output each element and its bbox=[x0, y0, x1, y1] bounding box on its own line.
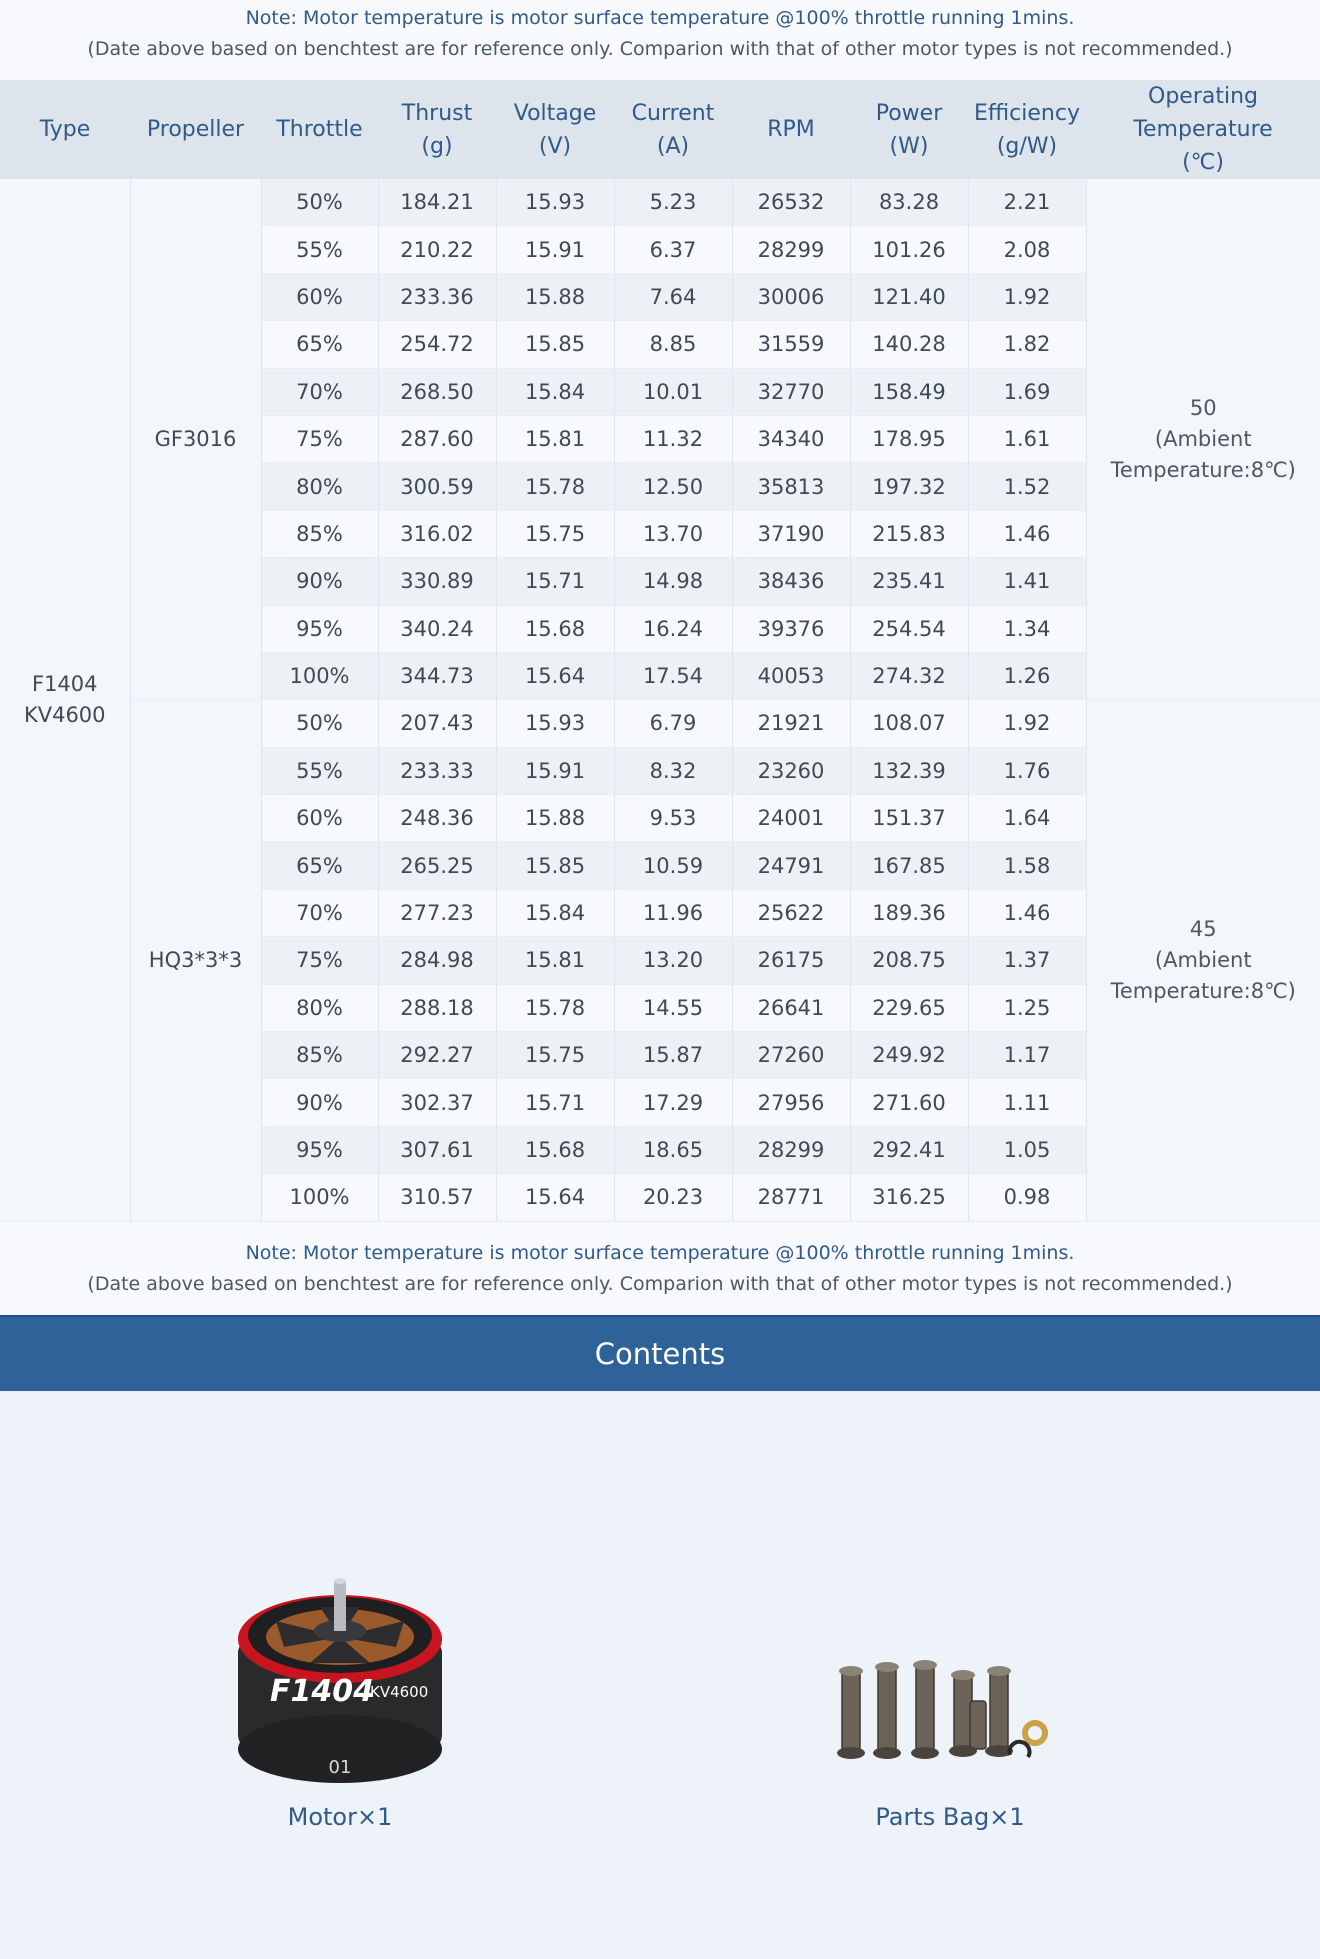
data-cell: 340.24 bbox=[378, 605, 496, 652]
data-cell: 307.61 bbox=[378, 1126, 496, 1173]
motor-label: Motor×1 bbox=[200, 1803, 480, 1831]
data-cell: 15.64 bbox=[496, 1174, 614, 1221]
data-cell: 0.98 bbox=[968, 1174, 1086, 1221]
data-cell: 268.50 bbox=[378, 368, 496, 415]
data-cell: 5.23 bbox=[614, 179, 732, 226]
data-cell: 60% bbox=[261, 273, 378, 320]
header-row bbox=[0, 80, 1320, 179]
data-cell: 23260 bbox=[732, 747, 850, 794]
data-cell: 55% bbox=[261, 226, 378, 273]
data-cell: 11.96 bbox=[614, 889, 732, 936]
data-cell: 50% bbox=[261, 700, 378, 747]
data-cell: 277.23 bbox=[378, 889, 496, 936]
data-cell: 215.83 bbox=[850, 510, 968, 557]
operating-temp-temp-note1: (Ambient bbox=[1087, 424, 1320, 455]
data-cell: 26532 bbox=[732, 179, 850, 226]
data-cell: 50% bbox=[261, 179, 378, 226]
data-cell: 15.71 bbox=[496, 558, 614, 605]
data-cell: 140.28 bbox=[850, 321, 968, 368]
data-cell: 15.91 bbox=[496, 226, 614, 273]
data-cell: 15.85 bbox=[496, 321, 614, 368]
data-cell: 316.02 bbox=[378, 510, 496, 557]
data-cell: 265.25 bbox=[378, 842, 496, 889]
data-cell: 31559 bbox=[732, 321, 850, 368]
data-cell: 15.68 bbox=[496, 1126, 614, 1173]
data-cell: 1.41 bbox=[968, 558, 1086, 605]
data-cell: 32770 bbox=[732, 368, 850, 415]
data-cell: 7.64 bbox=[614, 273, 732, 320]
data-cell: 26641 bbox=[732, 984, 850, 1031]
data-cell: 40053 bbox=[732, 652, 850, 699]
header-cell: Power (W) bbox=[850, 80, 968, 179]
data-cell: 80% bbox=[261, 984, 378, 1031]
table-row bbox=[0, 179, 1320, 226]
data-cell: 38436 bbox=[732, 558, 850, 605]
data-cell: 15.81 bbox=[496, 937, 614, 984]
data-cell: 1.34 bbox=[968, 605, 1086, 652]
data-cell: 208.75 bbox=[850, 937, 968, 984]
data-cell: 28771 bbox=[732, 1174, 850, 1221]
data-cell: 330.89 bbox=[378, 558, 496, 605]
data-cell: 1.17 bbox=[968, 1032, 1086, 1079]
data-cell: 292.41 bbox=[850, 1126, 968, 1173]
data-cell: 83.28 bbox=[850, 179, 968, 226]
data-cell: 254.54 bbox=[850, 605, 968, 652]
contents-area bbox=[0, 1391, 1320, 1959]
data-cell: 24001 bbox=[732, 795, 850, 842]
data-cell: 15.88 bbox=[496, 795, 614, 842]
data-cell: 15.84 bbox=[496, 368, 614, 415]
data-cell: 1.11 bbox=[968, 1079, 1086, 1126]
data-cell: 15.87 bbox=[614, 1032, 732, 1079]
note-line1: Note: Motor temperature is motor surface temperature @100% throttle running 1mins. bbox=[0, 3, 1320, 34]
data-cell: 1.37 bbox=[968, 937, 1086, 984]
data-cell: 27260 bbox=[732, 1032, 850, 1079]
data-cell: 95% bbox=[261, 605, 378, 652]
data-cell: 30006 bbox=[732, 273, 850, 320]
data-cell: 13.70 bbox=[614, 510, 732, 557]
data-cell: 80% bbox=[261, 463, 378, 510]
data-cell: 184.21 bbox=[378, 179, 496, 226]
data-cell: 65% bbox=[261, 321, 378, 368]
data-cell: 28299 bbox=[732, 226, 850, 273]
data-cell: 65% bbox=[261, 842, 378, 889]
data-cell: 75% bbox=[261, 937, 378, 984]
data-cell: 1.92 bbox=[968, 273, 1086, 320]
data-cell: 15.85 bbox=[496, 842, 614, 889]
data-cell: 178.95 bbox=[850, 415, 968, 462]
data-cell: 1.82 bbox=[968, 321, 1086, 368]
data-cell: 300.59 bbox=[378, 463, 496, 510]
header-cell: Voltage (V) bbox=[496, 80, 614, 179]
data-cell: 1.92 bbox=[968, 700, 1086, 747]
operating-temp-temp-note2: Temperature:8℃) bbox=[1087, 455, 1320, 486]
data-cell: 15.78 bbox=[496, 463, 614, 510]
type-line1: F1404 bbox=[0, 669, 130, 700]
data-cell: 15.88 bbox=[496, 273, 614, 320]
operating-temp-temp-value: 45 bbox=[1087, 914, 1320, 945]
data-cell: 207.43 bbox=[378, 700, 496, 747]
data-cell: 2.08 bbox=[968, 226, 1086, 273]
data-cell: 288.18 bbox=[378, 984, 496, 1031]
note-bottom bbox=[0, 1222, 1320, 1315]
data-cell: 85% bbox=[261, 510, 378, 557]
data-cell: 8.85 bbox=[614, 321, 732, 368]
data-cell: 121.40 bbox=[850, 273, 968, 320]
header-cell: Throttle bbox=[261, 80, 378, 179]
header-cell: Type bbox=[0, 80, 130, 179]
data-cell: 316.25 bbox=[850, 1174, 968, 1221]
contents-title: Contents bbox=[0, 1315, 1320, 1391]
propeller-cell: GF3016 bbox=[130, 179, 261, 700]
data-cell: 75% bbox=[261, 415, 378, 462]
data-cell: 9.53 bbox=[614, 795, 732, 842]
benchtest-table bbox=[0, 80, 1320, 1222]
data-cell: 100% bbox=[261, 1174, 378, 1221]
data-cell: 197.32 bbox=[850, 463, 968, 510]
data-cell: 1.64 bbox=[968, 795, 1086, 842]
data-cell: 8.32 bbox=[614, 747, 732, 794]
propeller-cell: HQ3*3*3 bbox=[130, 700, 261, 1221]
parts-bag-image bbox=[820, 1651, 1080, 1791]
data-cell: 132.39 bbox=[850, 747, 968, 794]
data-cell: 1.05 bbox=[968, 1126, 1086, 1173]
data-cell: 344.73 bbox=[378, 652, 496, 699]
data-cell: 254.72 bbox=[378, 321, 496, 368]
table-row bbox=[0, 700, 1320, 747]
data-cell: 15.75 bbox=[496, 1032, 614, 1079]
data-cell: 14.55 bbox=[614, 984, 732, 1031]
data-cell: 271.60 bbox=[850, 1079, 968, 1126]
operating-temp-cell bbox=[1086, 179, 1320, 700]
note-top bbox=[0, 0, 1320, 80]
operating-temp-cell bbox=[1086, 700, 1320, 1221]
data-cell: 15.93 bbox=[496, 179, 614, 226]
data-cell: 15.68 bbox=[496, 605, 614, 652]
type-line2: KV4600 bbox=[0, 700, 130, 731]
header-cell: Operating Temperature (℃) bbox=[1086, 80, 1320, 179]
header-cell: Propeller bbox=[130, 80, 261, 179]
data-cell: 2.21 bbox=[968, 179, 1086, 226]
data-cell: 151.37 bbox=[850, 795, 968, 842]
data-cell: 233.33 bbox=[378, 747, 496, 794]
data-cell: 15.78 bbox=[496, 984, 614, 1031]
data-cell: 25622 bbox=[732, 889, 850, 936]
operating-temp-temp-value: 50 bbox=[1087, 393, 1320, 424]
data-cell: 210.22 bbox=[378, 226, 496, 273]
data-cell: 15.84 bbox=[496, 889, 614, 936]
data-cell: 14.98 bbox=[614, 558, 732, 605]
data-cell: 35813 bbox=[732, 463, 850, 510]
data-cell: 1.25 bbox=[968, 984, 1086, 1031]
data-cell: 233.36 bbox=[378, 273, 496, 320]
data-cell: 70% bbox=[261, 368, 378, 415]
data-cell: 310.57 bbox=[378, 1174, 496, 1221]
data-cell: 90% bbox=[261, 1079, 378, 1126]
data-cell: 167.85 bbox=[850, 842, 968, 889]
header-cell: Current (A) bbox=[614, 80, 732, 179]
data-cell: 229.65 bbox=[850, 984, 968, 1031]
motor-number-text: 01 bbox=[329, 1757, 352, 1778]
data-cell: 28299 bbox=[732, 1126, 850, 1173]
data-cell: 100% bbox=[261, 652, 378, 699]
data-cell: 15.93 bbox=[496, 700, 614, 747]
data-cell: 39376 bbox=[732, 605, 850, 652]
data-cell: 1.61 bbox=[968, 415, 1086, 462]
data-cell: 284.98 bbox=[378, 937, 496, 984]
data-cell: 85% bbox=[261, 1032, 378, 1079]
operating-temp-temp-note1: (Ambient bbox=[1087, 945, 1320, 976]
data-cell: 27956 bbox=[732, 1079, 850, 1126]
data-cell: 1.58 bbox=[968, 842, 1086, 889]
data-cell: 90% bbox=[261, 558, 378, 605]
data-cell: 6.37 bbox=[614, 226, 732, 273]
data-cell: 1.46 bbox=[968, 510, 1086, 557]
header-cell: Thrust (g) bbox=[378, 80, 496, 179]
data-cell: 1.26 bbox=[968, 652, 1086, 699]
motor-image bbox=[200, 1551, 480, 1791]
data-cell: 20.23 bbox=[614, 1174, 732, 1221]
data-cell: 189.36 bbox=[850, 889, 968, 936]
data-cell: 16.24 bbox=[614, 605, 732, 652]
type-cell bbox=[0, 179, 130, 1221]
parts-bag-label: Parts Bag×1 bbox=[820, 1803, 1080, 1831]
data-cell: 24791 bbox=[732, 842, 850, 889]
motor-item bbox=[200, 1551, 480, 1831]
data-cell: 249.92 bbox=[850, 1032, 968, 1079]
data-cell: 95% bbox=[261, 1126, 378, 1173]
data-cell: 17.54 bbox=[614, 652, 732, 699]
data-cell: 70% bbox=[261, 889, 378, 936]
data-cell: 158.49 bbox=[850, 368, 968, 415]
data-cell: 1.76 bbox=[968, 747, 1086, 794]
data-cell: 15.75 bbox=[496, 510, 614, 557]
data-cell: 15.64 bbox=[496, 652, 614, 699]
data-cell: 55% bbox=[261, 747, 378, 794]
header-cell: Efficiency (g/W) bbox=[968, 80, 1086, 179]
data-cell: 287.60 bbox=[378, 415, 496, 462]
data-cell: 10.59 bbox=[614, 842, 732, 889]
parts-bag-item bbox=[820, 1651, 1080, 1831]
data-cell: 101.26 bbox=[850, 226, 968, 273]
data-cell: 108.07 bbox=[850, 700, 968, 747]
note-bottom-line2: (Date above based on benchtest are for reference only. Comparion with that of other motor types is not recommended.) bbox=[0, 1269, 1320, 1300]
data-cell: 26175 bbox=[732, 937, 850, 984]
data-cell: 60% bbox=[261, 795, 378, 842]
data-cell: 21921 bbox=[732, 700, 850, 747]
data-cell: 15.71 bbox=[496, 1079, 614, 1126]
data-cell: 15.81 bbox=[496, 415, 614, 462]
data-cell: 235.41 bbox=[850, 558, 968, 605]
motor-kv-text: KV4600 bbox=[370, 1683, 428, 1701]
data-cell: 12.50 bbox=[614, 463, 732, 510]
data-cell: 13.20 bbox=[614, 937, 732, 984]
note-bottom-line1: Note: Motor temperature is motor surface temperature @100% throttle running 1mins. bbox=[0, 1238, 1320, 1269]
data-cell: 1.52 bbox=[968, 463, 1086, 510]
data-cell: 15.91 bbox=[496, 747, 614, 794]
data-cell: 6.79 bbox=[614, 700, 732, 747]
data-cell: 10.01 bbox=[614, 368, 732, 415]
data-cell: 274.32 bbox=[850, 652, 968, 699]
data-cell: 37190 bbox=[732, 510, 850, 557]
data-cell: 17.29 bbox=[614, 1079, 732, 1126]
header-cell: RPM bbox=[732, 80, 850, 179]
note-line2: (Date above based on benchtest are for reference only. Comparion with that of other motor types is not recommended.) bbox=[0, 34, 1320, 65]
motor-brand-text: F1404 bbox=[270, 1674, 374, 1709]
data-cell: 248.36 bbox=[378, 795, 496, 842]
data-cell: 18.65 bbox=[614, 1126, 732, 1173]
operating-temp-temp-note2: Temperature:8℃) bbox=[1087, 976, 1320, 1007]
data-cell: 302.37 bbox=[378, 1079, 496, 1126]
data-cell: 1.46 bbox=[968, 889, 1086, 936]
data-cell: 34340 bbox=[732, 415, 850, 462]
data-cell: 11.32 bbox=[614, 415, 732, 462]
table-body bbox=[0, 179, 1320, 1221]
data-cell: 292.27 bbox=[378, 1032, 496, 1079]
data-cell: 1.69 bbox=[968, 368, 1086, 415]
